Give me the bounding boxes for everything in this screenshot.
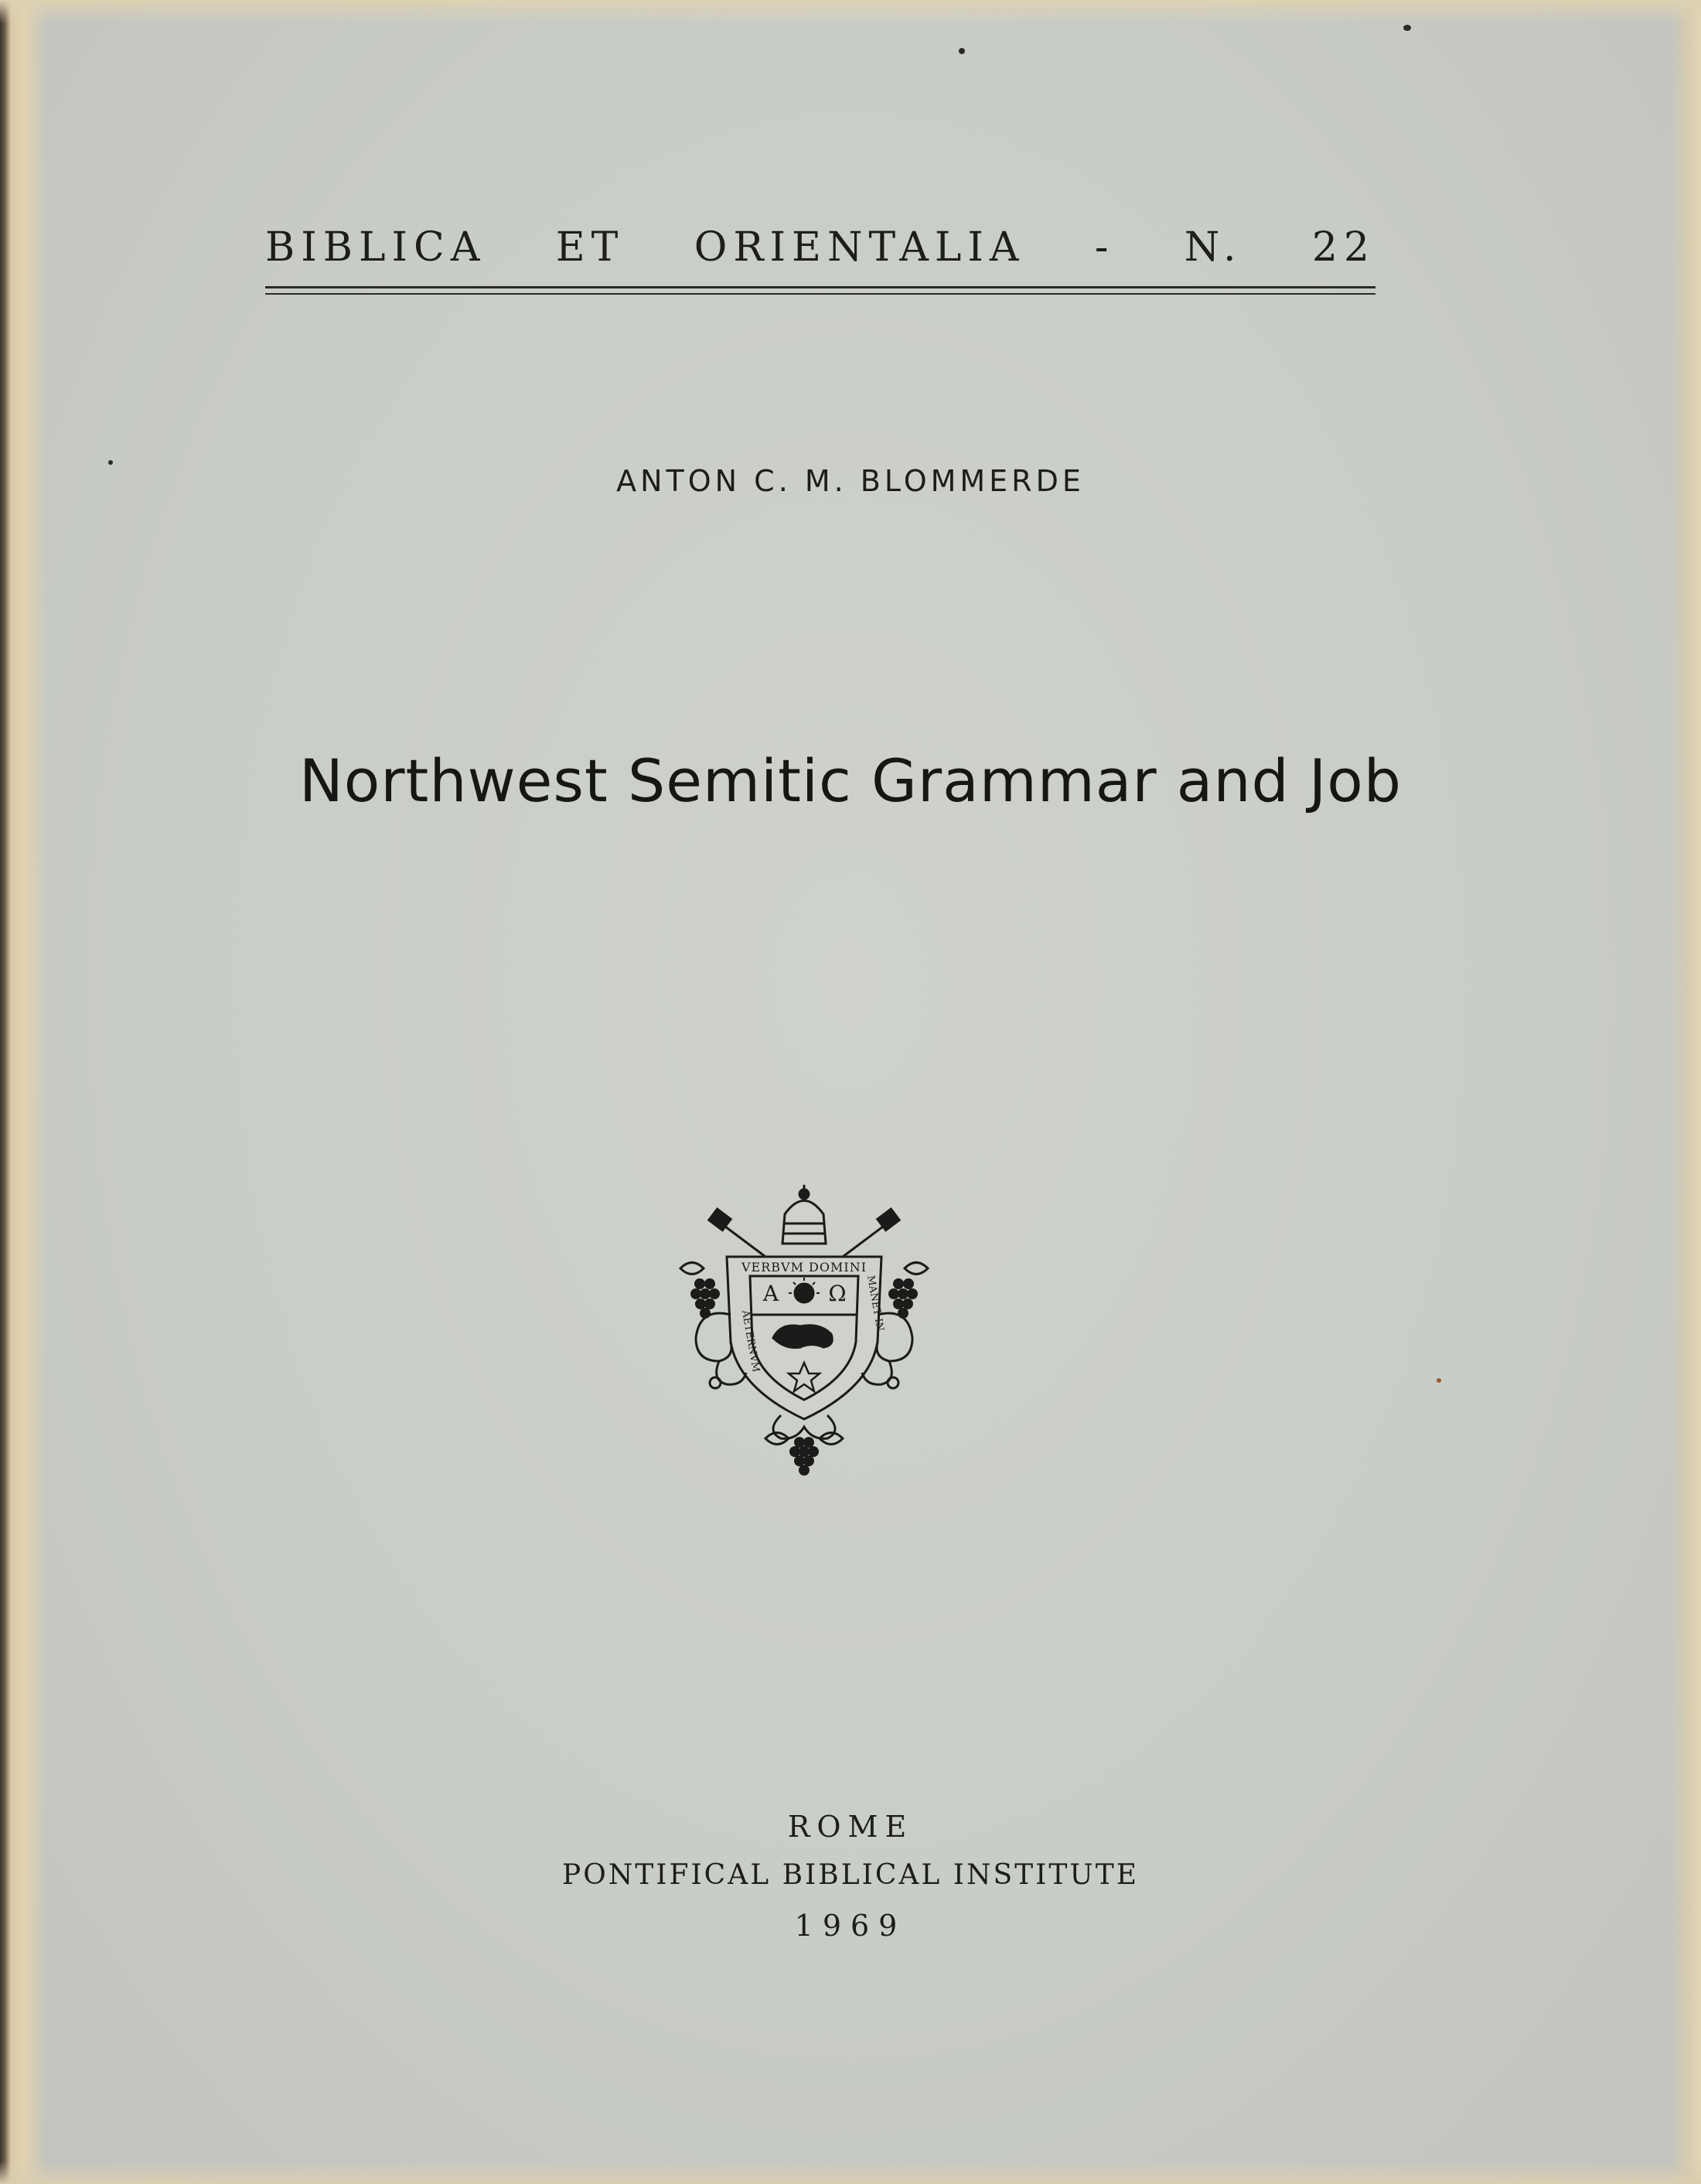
- emblem-alpha: Α: [762, 1281, 779, 1306]
- emblem-motto-left: AETERNVM: [739, 1309, 762, 1374]
- cover-left-edge: [0, 0, 46, 2184]
- cover-bottom-edge: [0, 2161, 1701, 2184]
- paper-speck: [108, 460, 113, 465]
- imprint-year: 1969: [794, 1909, 907, 1943]
- emblem-motto-top: VERBVM DOMINI: [741, 1260, 868, 1275]
- series-rule-thick: [265, 286, 1375, 288]
- series-title: BIBLICA ET ORIENTALIA - N. 22: [265, 224, 1375, 271]
- paper-speck: [959, 48, 965, 54]
- emblem-omega: Ω: [828, 1281, 847, 1306]
- emblem-motto-right: MANET IN: [864, 1275, 886, 1333]
- series-rule-thin: [265, 293, 1375, 295]
- imprint-publisher: PONTIFICAL BIBLICAL INSTITUTE: [562, 1859, 1139, 1891]
- imprint-city: ROME: [787, 1810, 914, 1844]
- paper-speck: [1403, 25, 1411, 31]
- coat-of-arms-icon: [665, 1183, 943, 1477]
- author-name: ANTON C. M. BLOMMERDE: [616, 464, 1085, 498]
- cover-top-edge: [0, 0, 1701, 23]
- cover-right-edge: [1670, 0, 1701, 2184]
- book-title: Northwest Semitic Grammar and Job: [298, 746, 1403, 815]
- paper-speck: [1437, 1378, 1441, 1383]
